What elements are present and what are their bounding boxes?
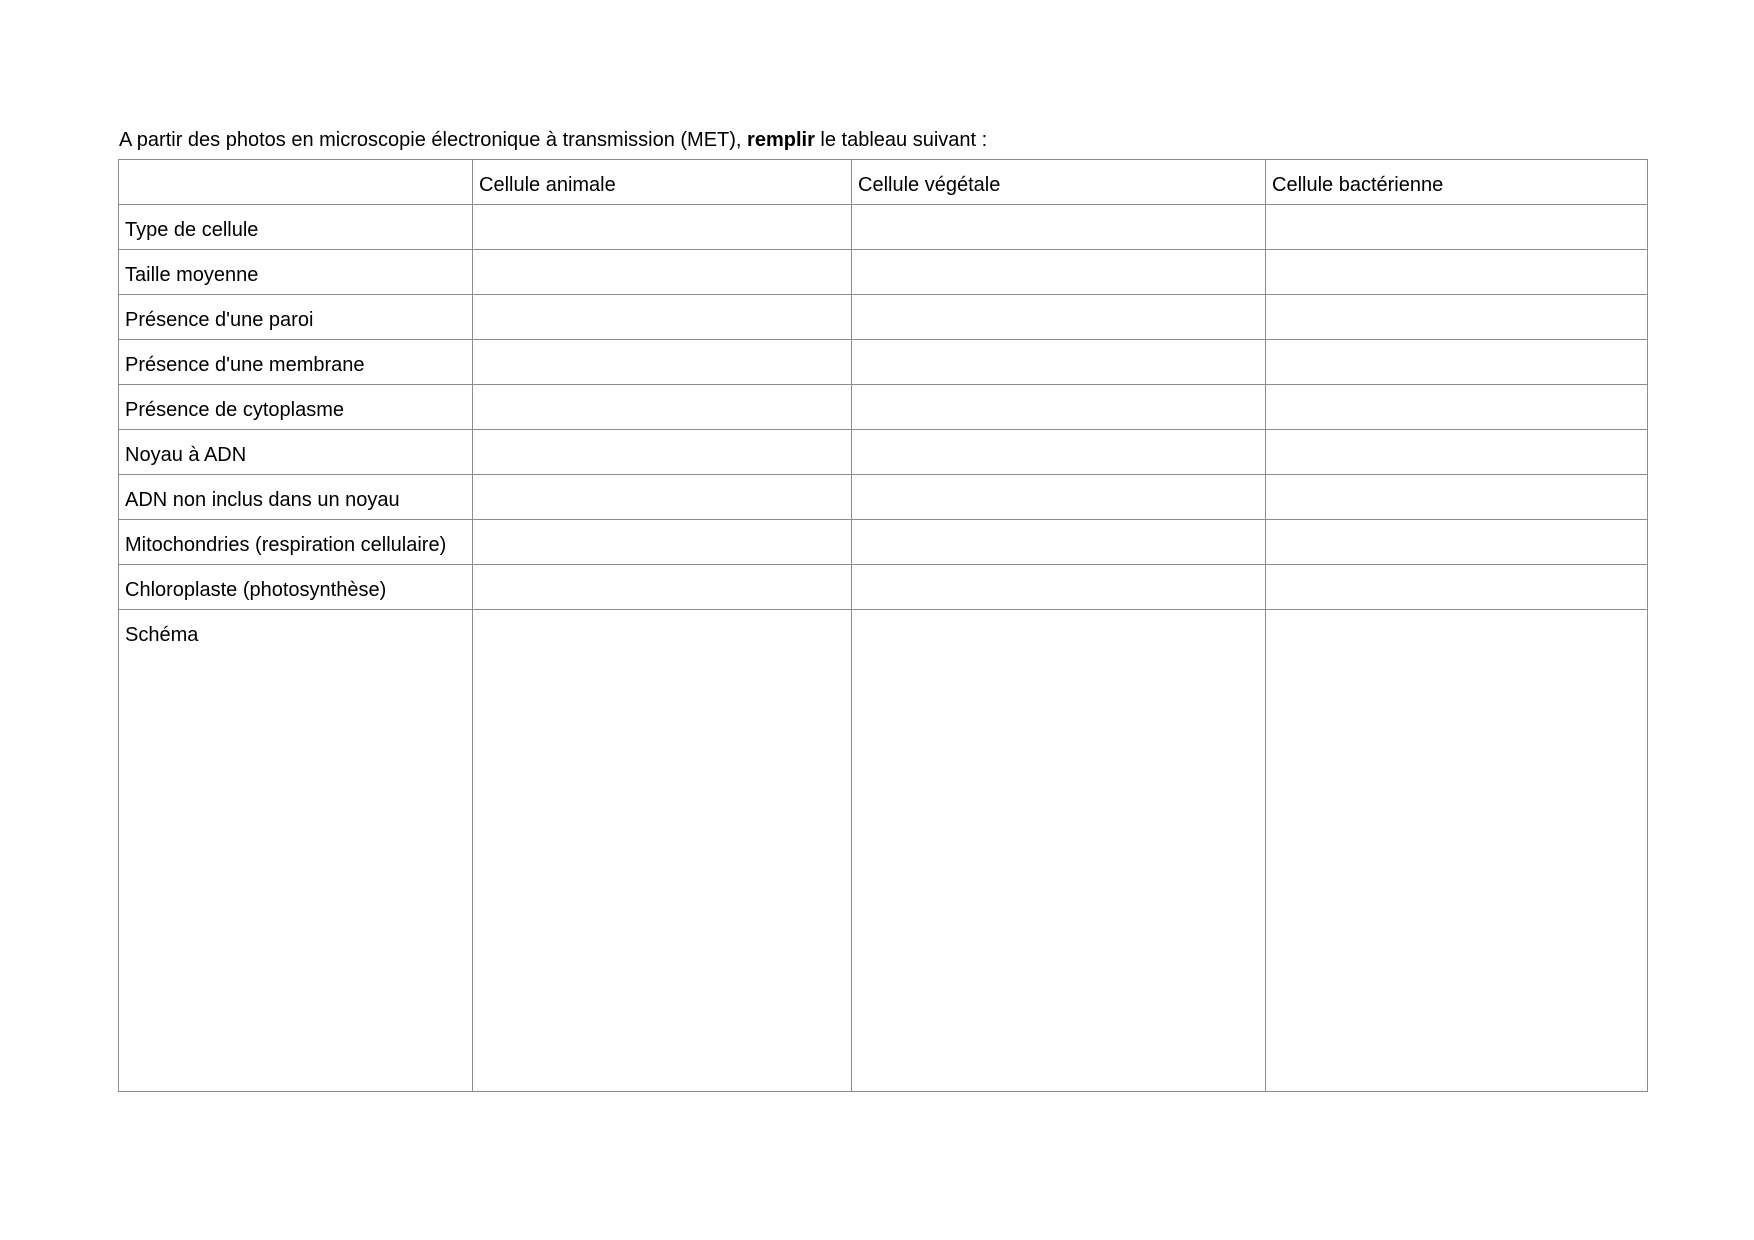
answer-cell[interactable] <box>473 205 852 250</box>
row-label-presence-membrane: Présence d'une membrane <box>119 340 473 385</box>
table-row <box>119 475 1648 520</box>
table-header-row <box>119 160 1648 205</box>
row-label-adn-non-inclus: ADN non inclus dans un noyau <box>119 475 473 520</box>
row-label-mitochondries: Mitochondries (respiration cellulaire) <box>119 520 473 565</box>
answer-cell[interactable] <box>852 340 1266 385</box>
answer-cell[interactable] <box>473 520 852 565</box>
answer-cell[interactable] <box>852 205 1266 250</box>
answer-cell[interactable] <box>852 385 1266 430</box>
answer-cell[interactable] <box>1266 205 1648 250</box>
row-label-taille-moyenne: Taille moyenne <box>119 250 473 295</box>
answer-cell[interactable] <box>1266 250 1648 295</box>
answer-cell[interactable] <box>852 475 1266 520</box>
table-row <box>119 520 1648 565</box>
row-label-chloroplaste: Chloroplaste (photosynthèse) <box>119 565 473 610</box>
table-row <box>119 250 1648 295</box>
drawing-area[interactable] <box>473 610 852 1092</box>
answer-cell[interactable] <box>1266 295 1648 340</box>
table-row <box>119 340 1648 385</box>
answer-cell[interactable] <box>852 565 1266 610</box>
instruction-text <box>119 128 987 152</box>
header-cellule-animale: Cellule animale <box>473 160 852 205</box>
answer-cell[interactable] <box>852 520 1266 565</box>
answer-cell[interactable] <box>852 295 1266 340</box>
row-label-schema: Schéma <box>119 610 473 1092</box>
answer-cell[interactable] <box>473 340 852 385</box>
instruction-tail: le tableau suivant : <box>814 129 988 151</box>
table-row <box>119 565 1648 610</box>
answer-cell[interactable] <box>473 565 852 610</box>
answer-cell[interactable] <box>1266 520 1648 565</box>
drawing-area[interactable] <box>852 610 1266 1092</box>
comparison-table <box>118 159 1648 1092</box>
answer-cell[interactable] <box>473 430 852 475</box>
answer-cell[interactable] <box>1266 430 1648 475</box>
table-row <box>119 430 1648 475</box>
header-corner-cell <box>119 160 473 205</box>
answer-cell[interactable] <box>1266 565 1648 610</box>
table-row <box>119 385 1648 430</box>
instruction-lead: A partir des photos en microscopie électronique à transmission (MET), <box>119 129 748 151</box>
row-label-presence-cytoplasme: Présence de cytoplasme <box>119 385 473 430</box>
drawing-area[interactable] <box>1266 610 1648 1092</box>
row-label-presence-paroi: Présence d'une paroi <box>119 295 473 340</box>
row-label-noyau-adn: Noyau à ADN <box>119 430 473 475</box>
header-cellule-vegetale: Cellule végétale <box>852 160 1266 205</box>
instruction-emphasis: remplir <box>747 129 815 151</box>
answer-cell[interactable] <box>1266 340 1648 385</box>
answer-cell[interactable] <box>852 250 1266 295</box>
header-cellule-bacterienne: Cellule bactérienne <box>1266 160 1648 205</box>
answer-cell[interactable] <box>473 250 852 295</box>
answer-cell[interactable] <box>852 430 1266 475</box>
answer-cell[interactable] <box>1266 385 1648 430</box>
table-row-schema <box>119 610 1648 1092</box>
answer-cell[interactable] <box>473 475 852 520</box>
row-label-type-de-cellule: Type de cellule <box>119 205 473 250</box>
answer-cell[interactable] <box>1266 475 1648 520</box>
answer-cell[interactable] <box>473 295 852 340</box>
answer-cell[interactable] <box>473 385 852 430</box>
table-row <box>119 205 1648 250</box>
table-row <box>119 295 1648 340</box>
